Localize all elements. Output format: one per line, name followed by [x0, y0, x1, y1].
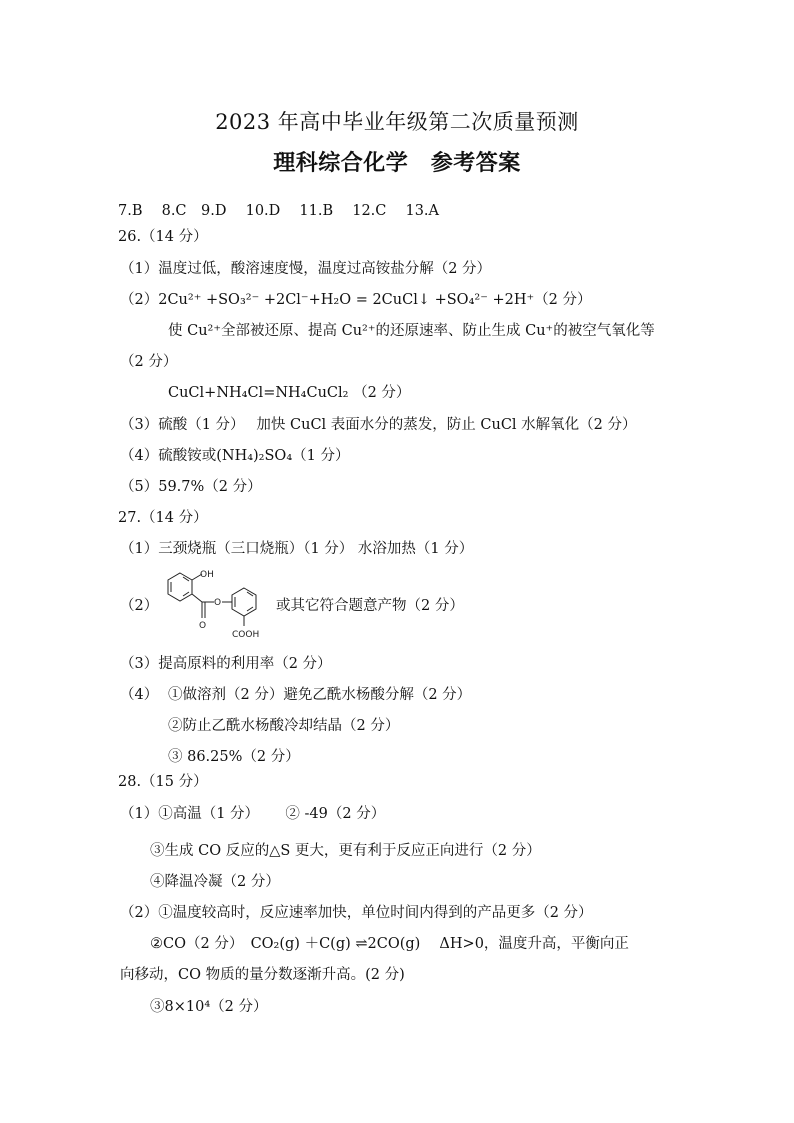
cooh-label: COOH [232, 630, 260, 640]
q26-part1: （1）温度过低，酸溶速度慢，温度过高铵盐分解（2 分） [120, 261, 492, 277]
q26-part2-equation [120, 291, 591, 309]
q27-part4-c: ③ 86.25%（2 分） [168, 749, 300, 765]
q27-part1: （1）三颈烧瓶（三口烧瓶）（1 分） 水浴加热（1 分） [120, 541, 474, 557]
oh-label: OH [200, 570, 214, 580]
q26-part2-equation-text: 2Cu²⁺ +SO₃²⁻ +2Cl⁻+H₂O = 2CuCl↓ +SO₄²⁻ +2H⁺（2 分） [158, 292, 592, 308]
q26-part2-reason: 使 Cu²⁺全部被还原、提高 Cu²⁺的还原速率、防止生成 Cu⁺的被空气氧化等 [168, 323, 655, 339]
choice-answers: 7.B 8.C 9.D 10.D 11.B 12.C 13.A [118, 203, 440, 219]
q26-part2-reason-score: （2 分） [120, 354, 178, 370]
q27-part3: （3）提高原料的利用率（2 分） [120, 656, 332, 672]
q28-part2-b-continued: 向移动，CO 物质的量分数逐渐升高。(2 分) [120, 967, 405, 983]
q28-part1-c: ④降温冷凝（2 分） [150, 874, 280, 890]
q27-part4-b: ②防止乙酰水杨酸冷却结晶（2 分） [168, 718, 400, 734]
q28-part1-a: （1）①高温（1 分） ② -49（2 分） [120, 806, 386, 822]
q28-part2-c: ③8×10⁴（2 分） [150, 999, 268, 1015]
q27-part2-text: 或其它符合题意产物（2 分） [276, 598, 464, 614]
q27-part4-a: ①做溶剂（2 分）避免乙酰水杨酸分解（2 分） [168, 687, 472, 703]
q28-part2-b: ②CO（2 分） CO₂(g) ＋C(g) ⇌2CO(g) ΔH>0，温度升高，平衡向正 [150, 936, 629, 952]
carbonyl-oxygen-label: O [199, 621, 207, 631]
q27-part2-label: （2） [120, 598, 159, 614]
q26-part2-label: （2） [120, 292, 159, 308]
q27-part4-label: （4） [120, 687, 159, 703]
q28-heading: 28.（15 分） [118, 774, 208, 790]
q26-part4: （4）硫酸铵或(NH₄)₂SO₄（1 分） [120, 448, 350, 464]
q26-part5: （5）59.7%（2 分） [120, 479, 262, 495]
salsalate-structure-diagram [156, 566, 280, 646]
q28-part2-a: （2）①温度较高时，反应速率加快，单位时间内得到的产品更多（2 分） [120, 905, 593, 921]
q27-heading: 27.（14 分） [118, 510, 208, 526]
q26-part2-side-reaction: CuCl+NH₄Cl=NH₄CuCl₂ （2 分） [168, 385, 411, 401]
page-subtitle: 理科综合化学 参考答案 [273, 150, 521, 176]
q26-part3: （3）硫酸（1 分） 加快 CuCl 表面水分的蒸发，防止 CuCl 水解氧化（2 分） [120, 417, 637, 433]
q26-heading: 26.（14 分） [118, 229, 208, 245]
ester-oxygen-label: O [214, 598, 222, 608]
page-title: 2023 年高中毕业年级第二次质量预测 [215, 110, 579, 134]
q28-part1-b: ③生成 CO 反应的△S 更大，更有利于反应正向进行（2 分） [150, 843, 541, 859]
